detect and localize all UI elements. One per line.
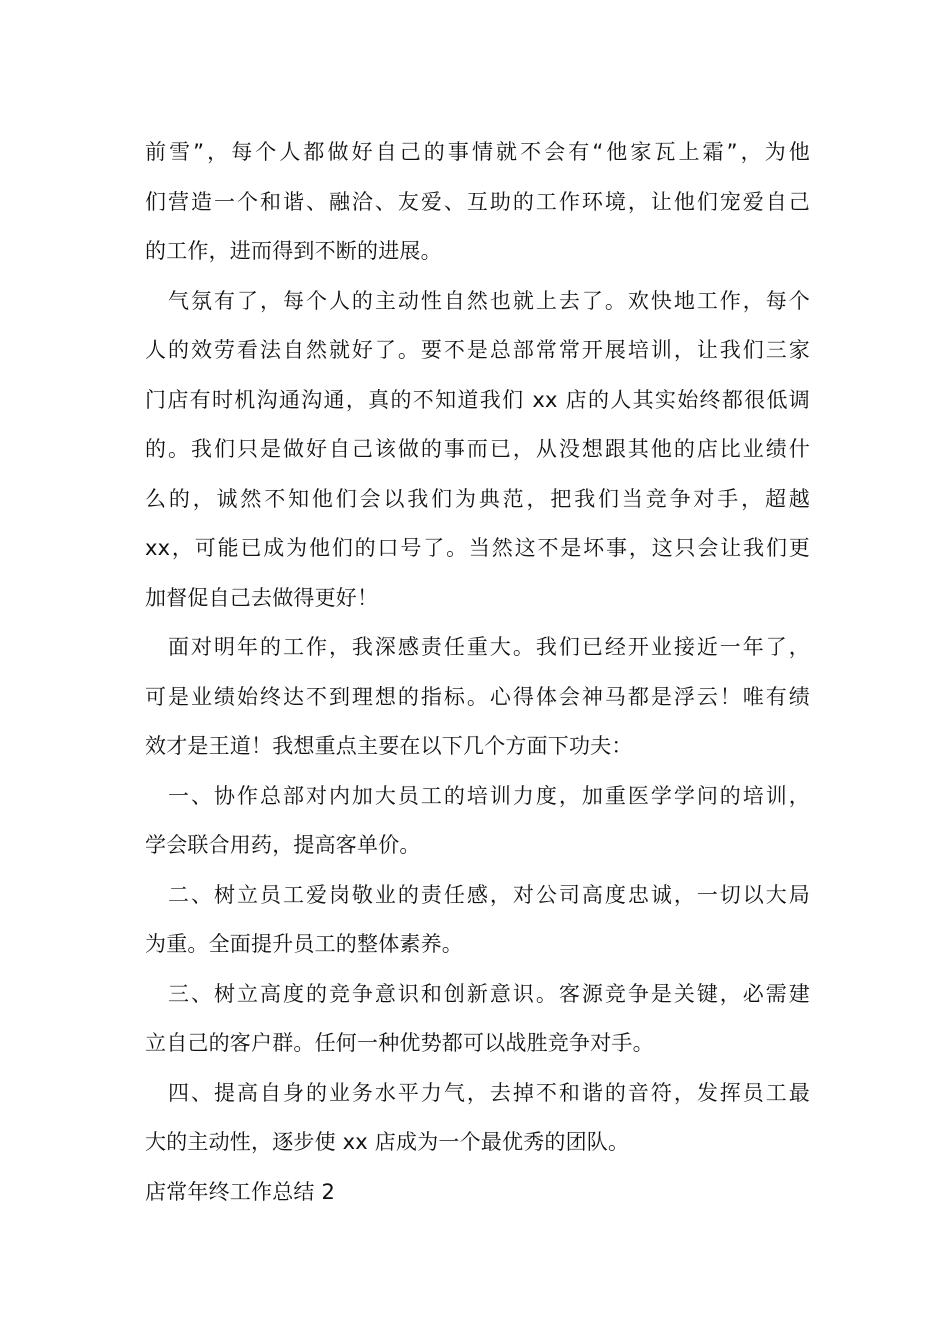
text-line-14: 一、协作总部对内加大员工的培训力度，加重医学学问的培训， — [168, 783, 810, 808]
text-line-1: 前雪”，每个人都做好自己的事情就不会有“他家瓦上霜”，为他 — [145, 140, 810, 164]
text-line-15: 学会联合用药，提高客单价。 — [145, 833, 421, 857]
text-line-2: 们营造一个和谐、融洽、友爱、互助的工作环境，让他们宠爱自己 — [145, 189, 810, 214]
text-line-9: xx，可能已成为他们的口号了。当然这不是坏事，这只会让我们更 — [145, 536, 810, 560]
text-line-19: 立自己的客户群。任何一种优势都可以战胜竞争对手。 — [145, 1031, 654, 1055]
text-line-21: 大的主动性，逐步使 xx 店成为一个最优秀的团队。 — [145, 1130, 630, 1154]
text-line-12: 可是业绩始终达不到理想的指标。心得体会神马都是浮云！唯有绩 — [145, 684, 810, 709]
text-line-6: 门店有时机沟通沟通，真的不知道我们 xx 店的人其实始终都很低调 — [145, 387, 810, 412]
text-line-7: 的。我们只是做好自己该做的事而已，从没想跟其他的店比业绩什 — [145, 437, 810, 461]
text-line-8: 么的，诚然不知他们会以我们为典范，把我们当竞争对手，超越 — [145, 486, 810, 511]
text-line-13: 效才是王道！我想重点主要在以下几个方面下功夫： — [145, 734, 633, 758]
section-heading: 店常年终工作总结 2 — [145, 1179, 336, 1204]
text-line-4: 气氛有了，每个人的主动性自然也就上去了。欢快地工作，每个 — [168, 288, 810, 313]
text-line-17: 为重。全面提升员工的整体素养。 — [145, 932, 463, 956]
text-line-20: 四、提高自身的业务水平力气，去掉不和谐的音符，发挥员工最 — [168, 1080, 810, 1105]
document-body — [145, 128, 810, 1217]
text-line-16: 二、树立员工爱岗敬业的责任感，对公司高度忠诚，一切以大局 — [168, 882, 810, 907]
text-line-5: 人的效劳看法自然就好了。要不是总部常常开展培训，让我们三家 — [145, 338, 810, 362]
text-line-10: 加督促自己去做得更好！ — [145, 585, 379, 610]
text-line-3: 的工作，进而得到不断的进展。 — [145, 239, 442, 263]
text-line-18: 三、树立高度的竞争意识和创新意识。客源竞争是关键，必需建 — [168, 981, 810, 1006]
text-line-11: 面对明年的工作，我深感责任重大。我们已经开业接近一年了， — [168, 635, 810, 659]
